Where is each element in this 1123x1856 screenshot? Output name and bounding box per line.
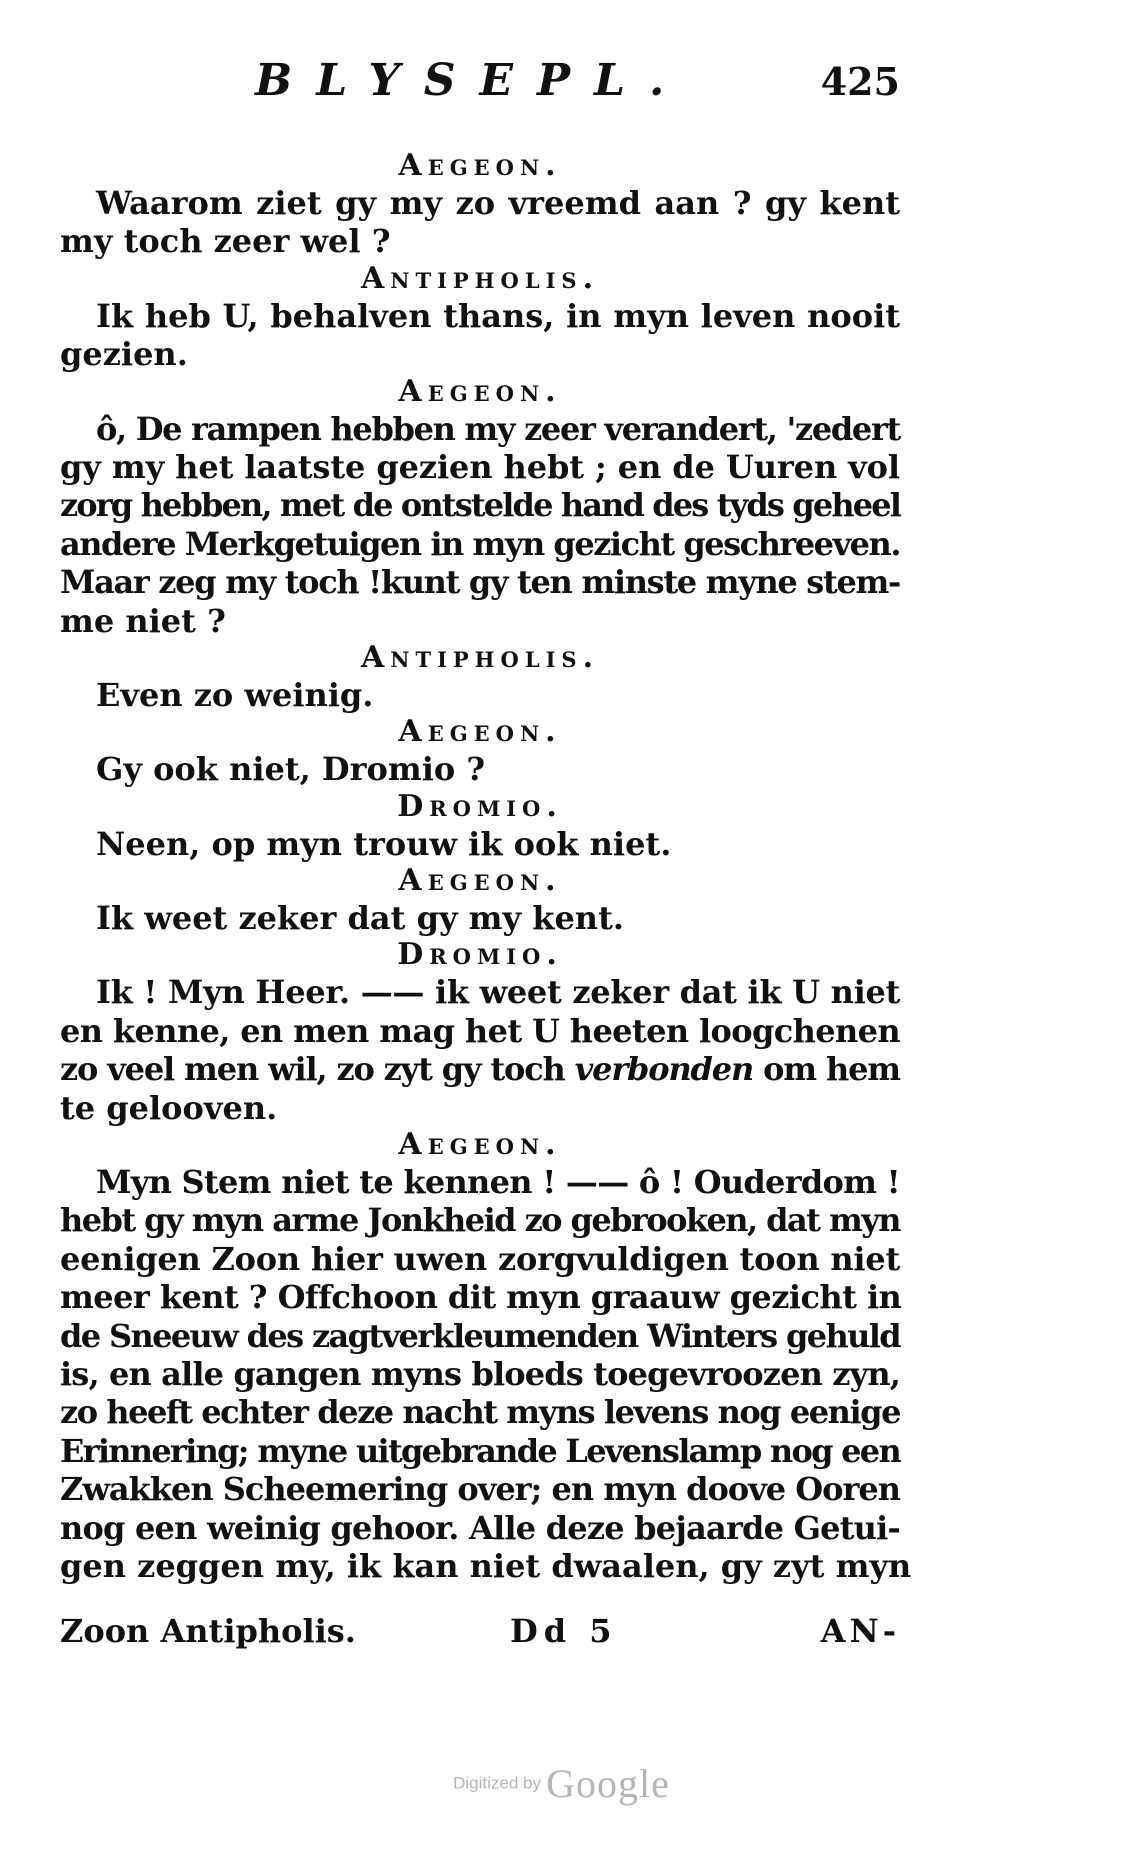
speech: [60, 1163, 912, 1585]
dialogue-text: [60, 148, 912, 1585]
speaker-heading: Aegeon.: [398, 148, 562, 183]
text-line: nog een weinig gehoor. Alle deze bejaarde Getui-: [60, 1508, 900, 1547]
text-line: zo heeft echter deze nacht myns levens nog eenige: [60, 1393, 901, 1432]
text-line: meer kent ? Offchoon dit myn graauw gezicht in: [60, 1278, 902, 1317]
text-line: Neen, op myn trouw ik ook niet.: [96, 824, 672, 863]
speaker-heading: Dromio.: [397, 937, 563, 973]
speech: [60, 297, 900, 374]
speech: [60, 410, 900, 640]
text-line: Maar zeg my toch !kunt gy ten minste myne stem-: [60, 563, 901, 602]
speaker-heading: Aegeon.: [398, 1127, 562, 1163]
running-head: [60, 55, 900, 115]
speech: [60, 899, 900, 937]
speaker-heading: Aegeon.: [398, 863, 562, 899]
speech: [60, 750, 900, 788]
text-line: hebt gy myn arme Jonkheid zo gebrooken, dat myn: [60, 1201, 901, 1240]
speaker-heading: Aegeon.: [398, 714, 562, 750]
text-line: Gy ook niet, Dromio ?: [96, 750, 486, 789]
text-line: Ik ! Myn Heer. —— ik weet zeker dat ik U niet: [96, 973, 901, 1012]
text-run: om hem: [753, 1050, 901, 1089]
speech: [60, 184, 900, 261]
page-footer-line: [60, 1612, 900, 1652]
text-line: te gelooven.: [60, 1088, 278, 1127]
speaker-heading: Dromio.: [397, 788, 563, 824]
text-line: gezien.: [60, 335, 188, 374]
text-line: Waarom ziet gy my zo vreemd aan ? gy kent: [96, 184, 900, 222]
speech: [60, 973, 900, 1127]
speaker-heading: Aegeon.: [398, 373, 562, 409]
text-line: gy my het laatste gezien hebt ; en de Uuren vol: [60, 447, 901, 486]
text-line: Myn Stem niet te kennen ! —— ô ! Ouderdom !: [96, 1163, 901, 1202]
google-logo: Google: [546, 1761, 670, 1806]
text-line: eenigen Zoon hier uwen zorgvuldigen toon niet: [60, 1239, 900, 1278]
running-title: BLYSEPL.: [255, 55, 689, 106]
watermark-prefix: Digitized by: [453, 1773, 541, 1793]
text-line: zorg hebben, met de ontstelde hand des tyds geheel: [60, 486, 901, 525]
speaker-heading: Antipholis.: [360, 639, 600, 675]
speaker-heading: Antipholis.: [360, 260, 600, 296]
text-line: Zoon Antipholis.: [60, 1612, 356, 1650]
text-line: andere Merkgetuigen in myn gezicht geschreeven.: [60, 524, 901, 563]
page-number: 425: [820, 59, 900, 104]
text-line: my toch zeer wel ?: [60, 222, 391, 261]
speech: [60, 825, 900, 863]
text-run: zo veel men wil, zo zyt gy toch: [60, 1050, 565, 1089]
text-line: [60, 1050, 900, 1088]
text-line: ô, De rampen hebben my zeer verandert, 'zedert: [96, 409, 901, 448]
speech: [60, 676, 900, 714]
italic-word: verbonden: [574, 1050, 754, 1089]
text-line: me niet ?: [60, 601, 226, 640]
text-line: Ik heb U, behalven thans, in myn leven nooit: [96, 296, 900, 335]
text-line: Zwakken Scheemering over; en myn doove Ooren: [60, 1470, 901, 1509]
catchword: AN-: [820, 1612, 900, 1650]
text-line: de Sneeuw des zagtverkleumenden Winters gehuld: [60, 1316, 901, 1355]
digitized-watermark: [0, 1760, 1123, 1807]
text-line: Even zo weinig.: [96, 675, 374, 714]
text-line: Erinnering; myne uitgebrande Levenslamp nog een: [60, 1431, 901, 1470]
text-line: en kenne, en men mag het U heeten loogchenen: [60, 1011, 901, 1050]
text-line: Ik weet zeker dat gy my kent.: [96, 899, 624, 938]
signature-mark: Dd 5: [510, 1612, 618, 1650]
text-line: gen zeggen my, ik kan niet dwaalen, gy zyt myn: [60, 1546, 912, 1585]
text-line: is, en alle gangen myns bloeds toegevroozen zyn,: [60, 1354, 900, 1393]
